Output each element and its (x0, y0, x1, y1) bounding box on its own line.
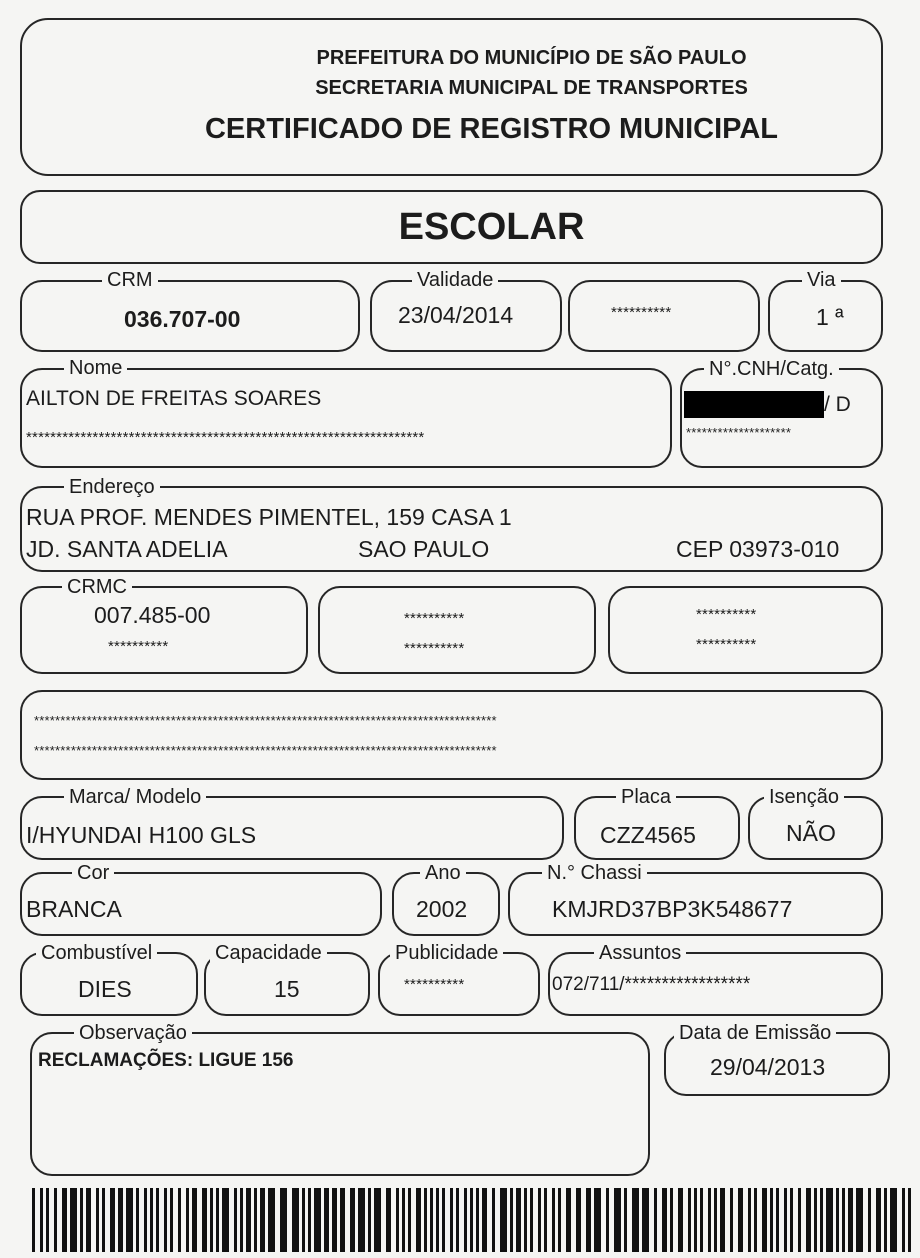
barcode-bar (164, 1188, 167, 1252)
barcode-bar (54, 1188, 57, 1252)
barcode-bar (694, 1188, 697, 1252)
barcode-bar (500, 1188, 507, 1252)
barcode-bar (624, 1188, 627, 1252)
barcode-bar (268, 1188, 275, 1252)
crmc-box2-line2: ********** (404, 640, 465, 657)
crmc-masked: ********** (108, 638, 169, 655)
barcode-bar (314, 1188, 321, 1252)
cnh-label: N°.CNH/Catg. (704, 358, 839, 380)
crmc-box3-line1: ********** (696, 606, 757, 623)
cor-label: Cor (72, 862, 114, 884)
barcode-bar (806, 1188, 811, 1252)
barcode-bar (544, 1188, 547, 1252)
document-title: CERTIFICADO DE REGISTRO MUNICIPAL (204, 113, 779, 145)
wide-masked-line2: **************************************************************************************** (34, 743, 497, 758)
marca-value: I/HYUNDAI H100 GLS (26, 822, 257, 848)
observacao-label: Observação (74, 1022, 192, 1044)
barcode-bar (192, 1188, 197, 1252)
barcode-bar (456, 1188, 459, 1252)
barcode-bar (884, 1188, 887, 1252)
isencao-value: NÃO (786, 820, 836, 846)
masked-value-1: ********** (611, 304, 672, 321)
barcode-bar (730, 1188, 733, 1252)
barcode-bar (374, 1188, 381, 1252)
nome-label: Nome (64, 357, 127, 379)
barcode-bar (86, 1188, 91, 1252)
barcode-bar (350, 1188, 355, 1252)
cnh-redaction (684, 391, 824, 418)
via-value: 1 ª (816, 304, 844, 330)
barcode-bar (358, 1188, 365, 1252)
barcode-bar (476, 1188, 479, 1252)
crmc-masked-box-2 (318, 586, 596, 674)
nome-box (20, 357, 672, 468)
barcode-bar (110, 1188, 115, 1252)
validade-box (370, 269, 562, 352)
barcode-bar (890, 1188, 897, 1252)
barcode-bar (118, 1188, 123, 1252)
barcode-bar (688, 1188, 691, 1252)
barcode-bar (302, 1188, 305, 1252)
barcode-bar (784, 1188, 787, 1252)
barcode-bar (510, 1188, 513, 1252)
crmc-box2-line1: ********** (404, 610, 465, 627)
barcode-bar (170, 1188, 173, 1252)
combustivel-value: DIES (78, 976, 132, 1002)
barcode-bar (222, 1188, 229, 1252)
barcode-bar (516, 1188, 521, 1252)
ano-box (392, 862, 500, 936)
validade-label: Validade (412, 269, 498, 291)
barcode-bar (566, 1188, 571, 1252)
barcode-bar (368, 1188, 371, 1252)
barcode-bar (46, 1188, 49, 1252)
barcode-bar (40, 1188, 43, 1252)
assuntos-label: Assuntos (594, 942, 686, 964)
via-box (768, 269, 883, 352)
barcode-bar (80, 1188, 83, 1252)
crm-label: CRM (102, 269, 158, 291)
barcode-bar (748, 1188, 751, 1252)
barcode-bar (720, 1188, 725, 1252)
barcode-bar (402, 1188, 405, 1252)
barcode-bar (632, 1188, 639, 1252)
barcode-bar (340, 1188, 345, 1252)
category-box (20, 190, 883, 264)
barcode-bar (136, 1188, 139, 1252)
nome-value: AILTON DE FREITAS SOARES (26, 387, 322, 410)
barcode-bar (324, 1188, 329, 1252)
nome-masked: ****************************************************************** (26, 429, 425, 446)
via-label: Via (802, 269, 841, 291)
barcode-bar (332, 1188, 337, 1252)
barcode-bar (126, 1188, 133, 1252)
barcode-bar (790, 1188, 793, 1252)
barcode-bar (178, 1188, 181, 1252)
barcode-bar (552, 1188, 555, 1252)
crmc-label: CRMC (62, 576, 132, 598)
barcode-bar (762, 1188, 767, 1252)
barcode-bar (538, 1188, 541, 1252)
barcode-bar (642, 1188, 649, 1252)
crm-box (20, 269, 360, 352)
barcode-bar (210, 1188, 213, 1252)
barcode-bar (62, 1188, 67, 1252)
emissao-value: 29/04/2013 (710, 1054, 826, 1080)
capacidade-box (204, 942, 370, 1016)
barcode-bar (530, 1188, 533, 1252)
barcode-bar (614, 1188, 621, 1252)
ano-value: 2002 (416, 896, 468, 922)
barcode-bar (662, 1188, 667, 1252)
barcode-bar (856, 1188, 863, 1252)
barcode-bar (260, 1188, 265, 1252)
header-line1: PREFEITURA DO MUNICÍPIO DE SÃO PAULO (316, 47, 747, 69)
barcode-bar (678, 1188, 683, 1252)
crmc-box (20, 576, 308, 674)
barcode-bar (902, 1188, 905, 1252)
barcode-bar (470, 1188, 473, 1252)
marca-box (20, 786, 564, 860)
barcode-bar (424, 1188, 427, 1252)
endereco-label: Endereço (64, 476, 160, 498)
barcode-bar (738, 1188, 743, 1252)
emissao-label: Data de Emissão (674, 1022, 836, 1044)
observacao-box (30, 1022, 650, 1176)
category-text: ESCOLAR (398, 206, 585, 248)
barcode-bar (96, 1188, 99, 1252)
barcode-bar (234, 1188, 237, 1252)
wide-masked-box (20, 690, 883, 780)
barcode-bar (240, 1188, 243, 1252)
combustivel-label: Combustível (36, 942, 157, 964)
endereco-cidade: SAO PAULO (358, 536, 490, 562)
ano-label: Ano (420, 862, 466, 884)
chassi-label: N.° Chassi (542, 862, 647, 884)
chassi-box (508, 862, 883, 936)
barcode-bar (558, 1188, 561, 1252)
barcode-bar (594, 1188, 601, 1252)
barcode-bar (868, 1188, 871, 1252)
cnh-masked: ******************** (686, 425, 792, 440)
endereco-line1: RUA PROF. MENDES PIMENTEL, 159 CASA 1 (26, 504, 512, 530)
capacidade-label: Capacidade (210, 942, 327, 964)
barcode-bar (670, 1188, 673, 1252)
barcode-bar (700, 1188, 703, 1252)
barcode-bar (436, 1188, 439, 1252)
chassi-value: KMJRD37BP3K548677 (552, 896, 793, 922)
barcode-bar (186, 1188, 189, 1252)
combustivel-box (20, 942, 198, 1016)
barcode-bar (842, 1188, 845, 1252)
barcode-bar (576, 1188, 581, 1252)
barcode-bar (430, 1188, 433, 1252)
publicidade-value: ********** (404, 976, 465, 993)
validade-value: 23/04/2014 (398, 302, 514, 328)
barcode-bar (156, 1188, 159, 1252)
barcode-bar (416, 1188, 421, 1252)
barcode-bar (826, 1188, 833, 1252)
placa-box (574, 786, 740, 860)
barcode-bar (408, 1188, 411, 1252)
barcode-bar (770, 1188, 773, 1252)
barcode-bar (848, 1188, 853, 1252)
barcode-bar (70, 1188, 77, 1252)
barcode-bar (482, 1188, 487, 1252)
crmc-value: 007.485-00 (94, 602, 211, 628)
barcode-bar (202, 1188, 207, 1252)
barcode-bar (586, 1188, 591, 1252)
barcode-bar (654, 1188, 657, 1252)
barcode-bar (246, 1188, 251, 1252)
crm-value: 036.707-00 (124, 306, 241, 332)
barcode-bar (280, 1188, 287, 1252)
barcode-bar (386, 1188, 391, 1252)
placa-label: Placa (616, 786, 676, 808)
barcode-bar (876, 1188, 881, 1252)
header-box (20, 18, 883, 176)
cor-value: BRANCA (26, 896, 122, 922)
barcode-bar (754, 1188, 757, 1252)
endereco-bairro: JD. SANTA ADELIA (26, 536, 228, 562)
assuntos-box (548, 942, 883, 1016)
barcode-bar (144, 1188, 147, 1252)
barcode-bar (150, 1188, 153, 1252)
barcode-bar (714, 1188, 717, 1252)
barcode-bar (308, 1188, 311, 1252)
wide-masked-line1: **************************************************************************************** (34, 713, 497, 728)
barcode-bar (442, 1188, 445, 1252)
capacidade-value: 15 (274, 976, 300, 1002)
crmc-masked-box-3 (608, 586, 883, 674)
header-line2: SECRETARIA MUNICIPAL DE TRANSPORTES (315, 77, 748, 99)
barcode-bar (776, 1188, 779, 1252)
crmc-box3-line2: ********** (696, 636, 757, 653)
cor-box (20, 862, 382, 936)
placa-value: CZZ4565 (600, 822, 696, 848)
marca-label: Marca/ Modelo (64, 786, 206, 808)
barcode-bar (836, 1188, 839, 1252)
barcode-bar (102, 1188, 105, 1252)
barcode-bar (450, 1188, 453, 1252)
masked-box-1 (568, 280, 760, 352)
observacao-value: RECLAMAÇÕES: LIGUE 156 (38, 1050, 294, 1071)
barcode-bar (798, 1188, 801, 1252)
endereco-cep: CEP 03973-010 (676, 536, 840, 562)
barcode-bar (292, 1188, 299, 1252)
emissao-box (664, 1022, 890, 1096)
barcode (32, 1188, 918, 1252)
barcode-bar (464, 1188, 467, 1252)
publicidade-label: Publicidade (390, 942, 503, 964)
barcode-bar (814, 1188, 817, 1252)
assuntos-value: 072/711/***************** (552, 974, 751, 995)
barcode-bar (708, 1188, 711, 1252)
barcode-bar (396, 1188, 399, 1252)
barcode-bar (820, 1188, 823, 1252)
barcode-bar (216, 1188, 219, 1252)
isencao-label: Isenção (764, 786, 844, 808)
barcode-bar (908, 1188, 911, 1252)
isencao-box (748, 786, 883, 860)
barcode-bar (254, 1188, 257, 1252)
cnh-box (680, 358, 883, 468)
barcode-bar (492, 1188, 495, 1252)
barcode-bar (524, 1188, 527, 1252)
endereco-box (20, 476, 883, 572)
cnh-category: / D (824, 393, 851, 416)
barcode-bar (606, 1188, 609, 1252)
publicidade-box (378, 942, 540, 1016)
barcode-bar (32, 1188, 35, 1252)
